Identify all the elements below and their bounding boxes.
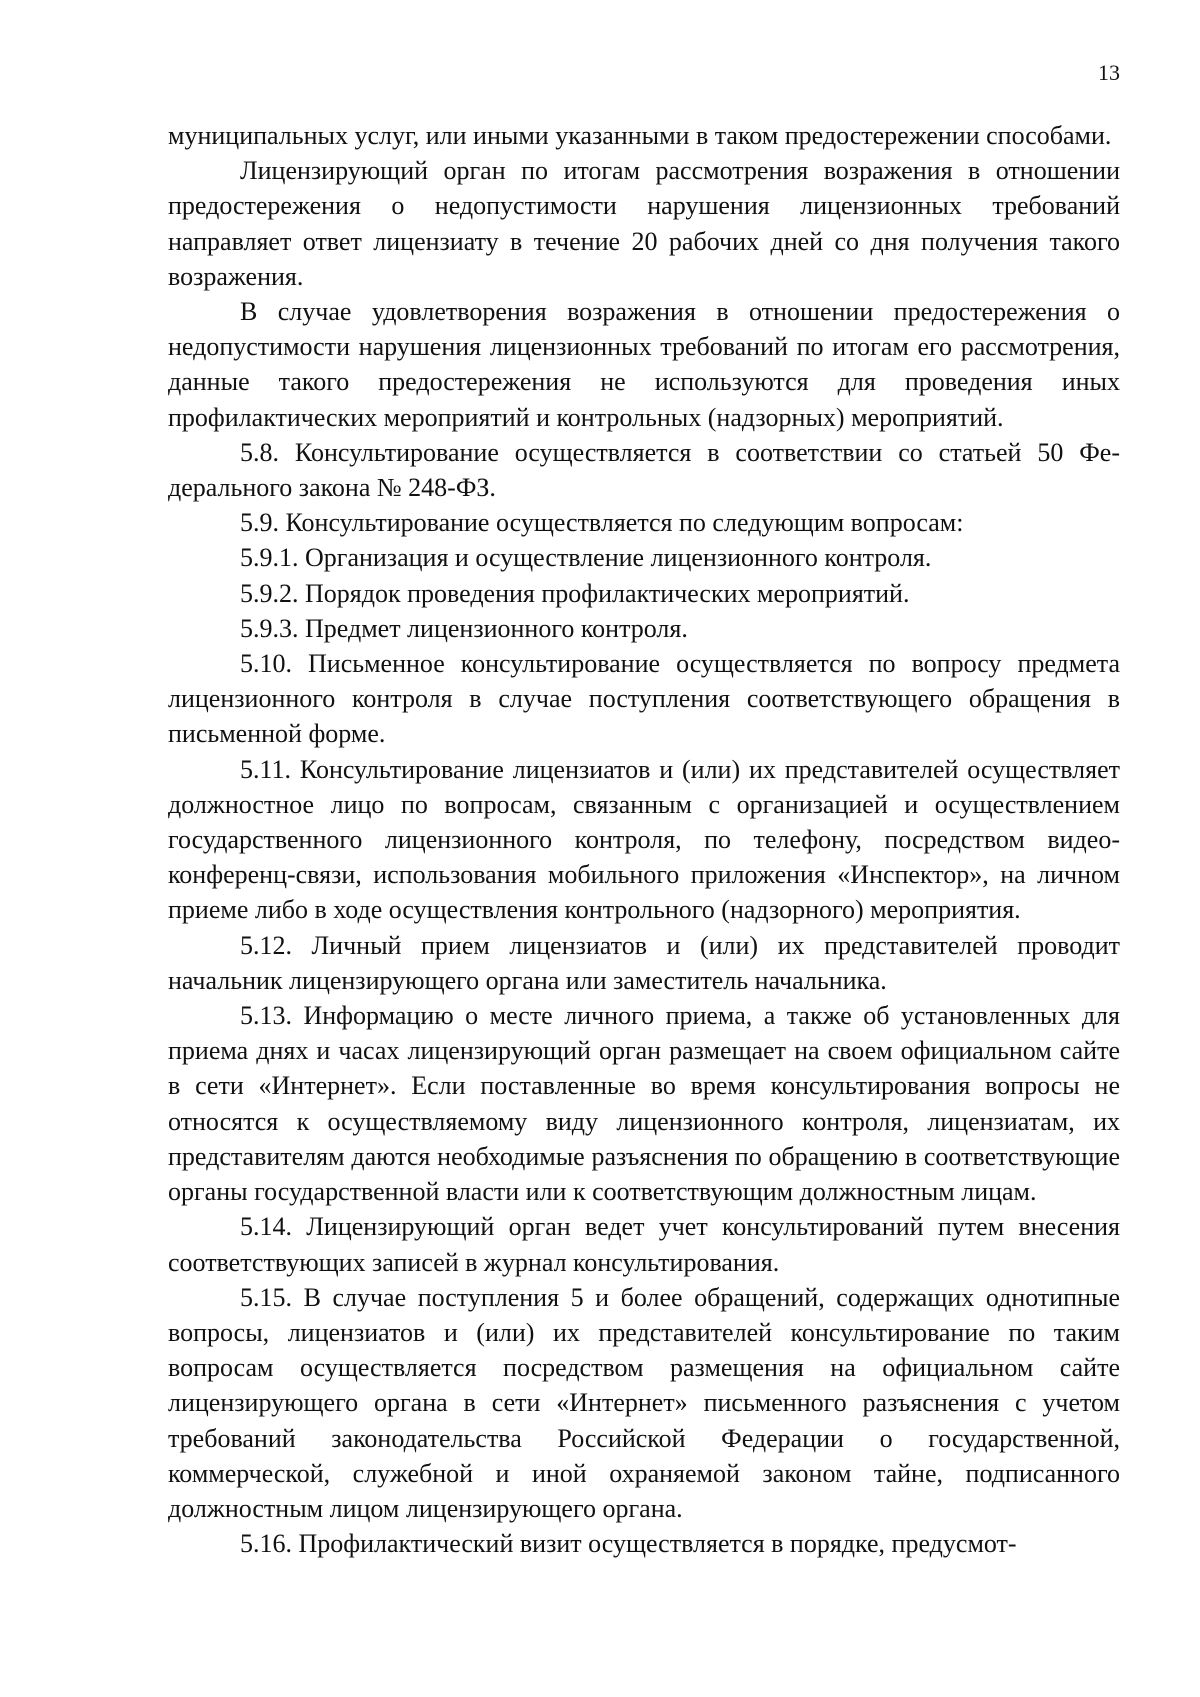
document-body (168, 118, 1120, 1561)
paragraph-5-12: 5.12. Личный прием лицензиатов и (или) их представителей проводит начальник лицензирующего органа или заместитель начальника. (168, 930, 1120, 995)
paragraph: В случае удовлетворения возражения в отношении предостережения о недопустимости нарушения лицензионных требований по итогам его рассмотрения, данные такого предостережения не используются для проведения иных профилактических мероприятий и контрольных (надзорных) мероприятий. (168, 297, 1120, 432)
paragraph-5-11: 5.11. Консультирование лицензиатов и (или) их представителей осуществляет должностное лицо по вопросам, связанным с организацией и осуществлением государственного лицензионного контроля, по телефону, посредством видео-конференц-связи, использования мобильного приложения «Инспектор», на личном приеме либо в ходе осуществления контрольного (надзорного) мероприятия. (168, 754, 1120, 925)
paragraph-5-9-3: 5.9.3. Предмет лицензионного контроля. (240, 613, 688, 643)
paragraph-5-10: 5.10. Письменное консультирование осуществляется по вопросу предмета лицензионного контроля в случае поступления соответствующего обращения в письменной форме. (168, 649, 1120, 749)
paragraph-5-9-1: 5.9.1. Организация и осуществление лицензионного контроля. (240, 543, 932, 573)
paragraph-5-9-2: 5.9.2. Порядок проведения профилактических мероприятий. (240, 578, 910, 608)
paragraph-5-15: 5.15. В случае поступления 5 и более обращений, содержащих однотипные вопросы, лицензиатов и (или) их представителей консультирование по таким вопросам осуществляется посредством размещения на официальном сайте лицензирующего органа в сети «Интернет» письменного разъяснения с учетом требований законодательства Российской Федерации о государственной, коммерческой, служебной и иной охраняемой законом тайне, подписанного должностным лицом лицензирующего органа. (168, 1282, 1120, 1523)
paragraph-5-9: 5.9. Консультирование осуществляется по следующим вопросам: (240, 508, 964, 538)
paragraph-5-13: 5.13. Информацию о месте личного приема, а также об установленных для приема днях и часах лицензирующий орган размещает на своем официальном сайте в сети «Интернет». Если поставленные во время консультирования вопросы не относятся к осуществляемому виду лицензионного контроля, лицензиатам, их представителям даются необходимые разъяснения по обращению в соответствующие органы государственной власти или к соответствующим должностным лицам. (168, 1001, 1120, 1207)
page-number: 13 (1098, 60, 1120, 85)
paragraph-5-16: 5.16. Профилактический визит осуществляется в порядке, предусмот- (240, 1529, 1017, 1559)
paragraph: Лицензирующий орган по итогам рассмотрения возражения в отношении предостережения о недопустимости нарушения лицензионных требований направляет ответ лицензиату в течение 20 рабочих дней со дня получения такого возражения. (168, 156, 1120, 291)
paragraph-continuation: муниципальных услуг, или иными указанными в таком предостережении способами. (168, 121, 1112, 150)
paragraph-5-14: 5.14. Лицензирующий орган ведет учет консультирований путем внесения соответствующих записей в журнал консультирования. (168, 1212, 1120, 1277)
paragraph-5-8: 5.8. Консультирование осуществляется в соответствии со статьей 50 Федерального закона № 248-ФЗ. (168, 437, 1120, 503)
